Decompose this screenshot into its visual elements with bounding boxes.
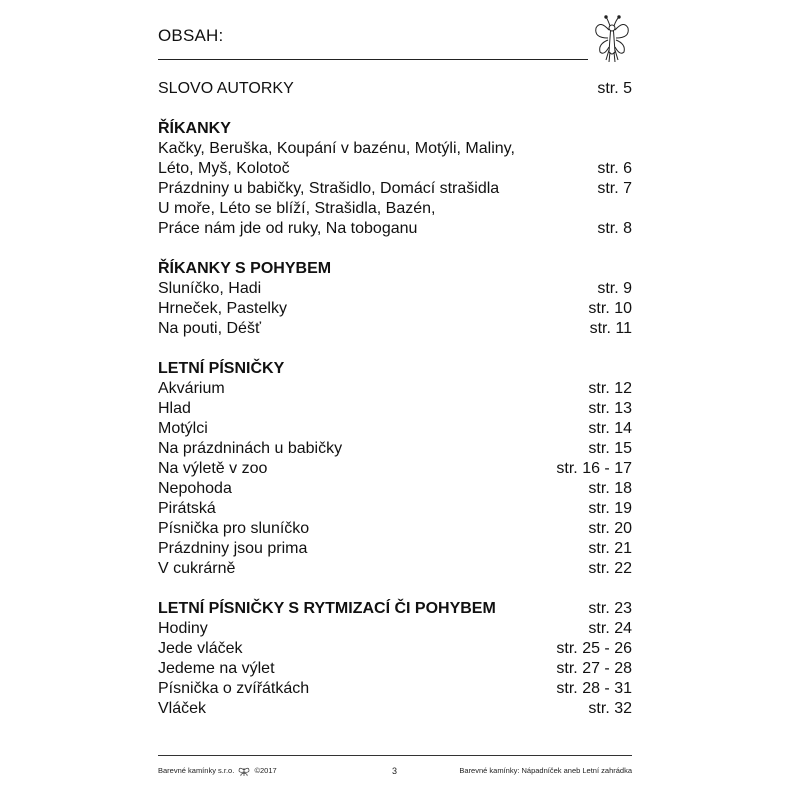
toc-entry-title: Hrneček, Pastelky <box>158 300 287 317</box>
butterfly-icon <box>592 14 632 66</box>
toc-entry-title: LETNÍ PÍSNIČKY S RYTMIZACÍ ČI POHYBEM <box>158 600 496 617</box>
toc-entry-page: str. 8 <box>597 220 632 237</box>
butterfly-mini-icon <box>238 766 250 777</box>
toc-entry-page: str. 23 <box>588 600 632 617</box>
footer-publisher: Barevné kamínky s.r.o. <box>158 766 235 775</box>
toc-entry-title: Hodiny <box>158 620 208 637</box>
toc-entry-title: Písnička pro sluníčko <box>158 520 310 537</box>
toc-entry <box>158 379 632 399</box>
toc-entry-page: str. 16 - 17 <box>556 460 632 477</box>
toc-entry-page: str. 7 <box>597 180 632 197</box>
toc-entry-page: str. 28 - 31 <box>556 680 632 697</box>
toc-entry-title: Kačky, Beruška, Koupání v bazénu, Motýli, Maliny, <box>158 140 515 157</box>
toc-entry <box>158 199 632 219</box>
toc-entry-page: str. 10 <box>588 300 632 317</box>
toc-entry-page: str. 19 <box>588 500 632 517</box>
toc-entry-title: Léto, Myš, Kolotoč <box>158 160 290 177</box>
toc-entry <box>158 699 632 719</box>
toc-entry-title: Akvárium <box>158 380 225 397</box>
toc-entry-page: str. 5 <box>597 80 632 97</box>
toc-entry-page: str. 24 <box>588 620 632 637</box>
toc-entry-title: Prázdniny u babičky, Strašidlo, Domácí strašidla <box>158 180 500 197</box>
toc-entry-title: Práce nám jde od ruky, Na toboganu <box>158 220 418 237</box>
toc-entry-title: Motýlci <box>158 420 208 437</box>
toc-entry-page: str. 32 <box>588 700 632 717</box>
toc-entry <box>158 419 632 439</box>
toc-heading: OBSAH: <box>158 26 224 45</box>
header-divider <box>158 59 588 60</box>
toc-entry-title: Na výletě v zoo <box>158 460 268 477</box>
toc-entry-title: Hlad <box>158 400 191 417</box>
toc-entry-title: Jedeme na výlet <box>158 660 275 677</box>
toc-entry <box>158 619 632 639</box>
toc-entry-page: str. 11 <box>589 320 632 337</box>
toc-entry <box>158 459 632 479</box>
toc-entry-title: Písnička o zvířátkách <box>158 680 310 697</box>
toc-entry-title: Sluníčko, Hadi <box>158 280 262 297</box>
toc-entry-title: Pirátská <box>158 500 216 517</box>
toc-entry-title: Jede vláček <box>158 640 243 657</box>
footer-divider <box>158 755 632 756</box>
toc-entry-title: ŘÍKANKY <box>158 120 231 137</box>
toc-entry <box>158 439 632 459</box>
toc-section-heading <box>158 359 632 379</box>
toc-entry <box>158 679 632 699</box>
page-footer <box>158 764 632 778</box>
toc-entry <box>158 139 632 159</box>
footer-year: ©2017 <box>254 766 277 775</box>
toc-entry <box>158 279 632 299</box>
toc-entry <box>158 639 632 659</box>
toc-entry <box>158 179 632 199</box>
toc-entry <box>158 659 632 679</box>
toc-entry-page: str. 25 - 26 <box>556 640 632 657</box>
toc-entry-page: str. 22 <box>588 560 632 577</box>
toc-section-heading <box>158 119 632 139</box>
toc-entry-title: SLOVO AUTORKY <box>158 80 294 97</box>
toc-entry <box>158 219 632 239</box>
toc-entry <box>158 499 632 519</box>
toc-entry-page: str. 13 <box>588 400 632 417</box>
toc-entry-title: Na pouti, Déšť <box>158 320 261 337</box>
toc-entry <box>158 399 632 419</box>
toc-entry-title: V cukrárně <box>158 560 236 577</box>
toc-entry-page: str. 15 <box>588 440 632 457</box>
toc-entry-page: str. 6 <box>597 160 632 177</box>
toc-entry <box>158 299 632 319</box>
toc-entry-page: str. 18 <box>588 480 632 497</box>
toc-entry-page: str. 20 <box>588 520 632 537</box>
toc-entry <box>158 539 632 559</box>
toc-entry-title: Na prázdninách u babičky <box>158 440 343 457</box>
toc-section-heading <box>158 259 632 279</box>
toc-entry-page: str. 14 <box>588 420 632 437</box>
toc-entry <box>158 79 632 99</box>
toc-entry-page: str. 27 - 28 <box>556 660 632 677</box>
toc-entry-title: LETNÍ PÍSNIČKY <box>158 360 285 377</box>
toc-entry <box>158 479 632 499</box>
footer-publisher-block <box>158 764 277 778</box>
toc-entry-title: ŘÍKANKY S POHYBEM <box>158 260 332 277</box>
toc-entry-title: Prázdniny jsou prima <box>158 540 308 557</box>
page-header <box>158 14 642 62</box>
toc-entry <box>158 559 632 579</box>
footer-book-title: Barevné kamínky: Nápadníček aneb Letní zahrádka <box>459 766 632 775</box>
toc-entry <box>158 519 632 539</box>
toc-entry-title: U moře, Léto se blíží, Strašidla, Bazén, <box>158 200 436 217</box>
toc-entry-page: str. 9 <box>597 280 632 297</box>
toc-entry <box>158 319 632 339</box>
toc-entry-title: Nepohoda <box>158 480 232 497</box>
toc-section-heading <box>158 599 632 619</box>
toc-entry-title: Vláček <box>158 700 207 717</box>
toc-entry <box>158 159 632 179</box>
page-number: 3 <box>392 766 398 776</box>
toc-entry-page: str. 12 <box>588 380 632 397</box>
toc-entry-page: str. 21 <box>588 540 632 557</box>
